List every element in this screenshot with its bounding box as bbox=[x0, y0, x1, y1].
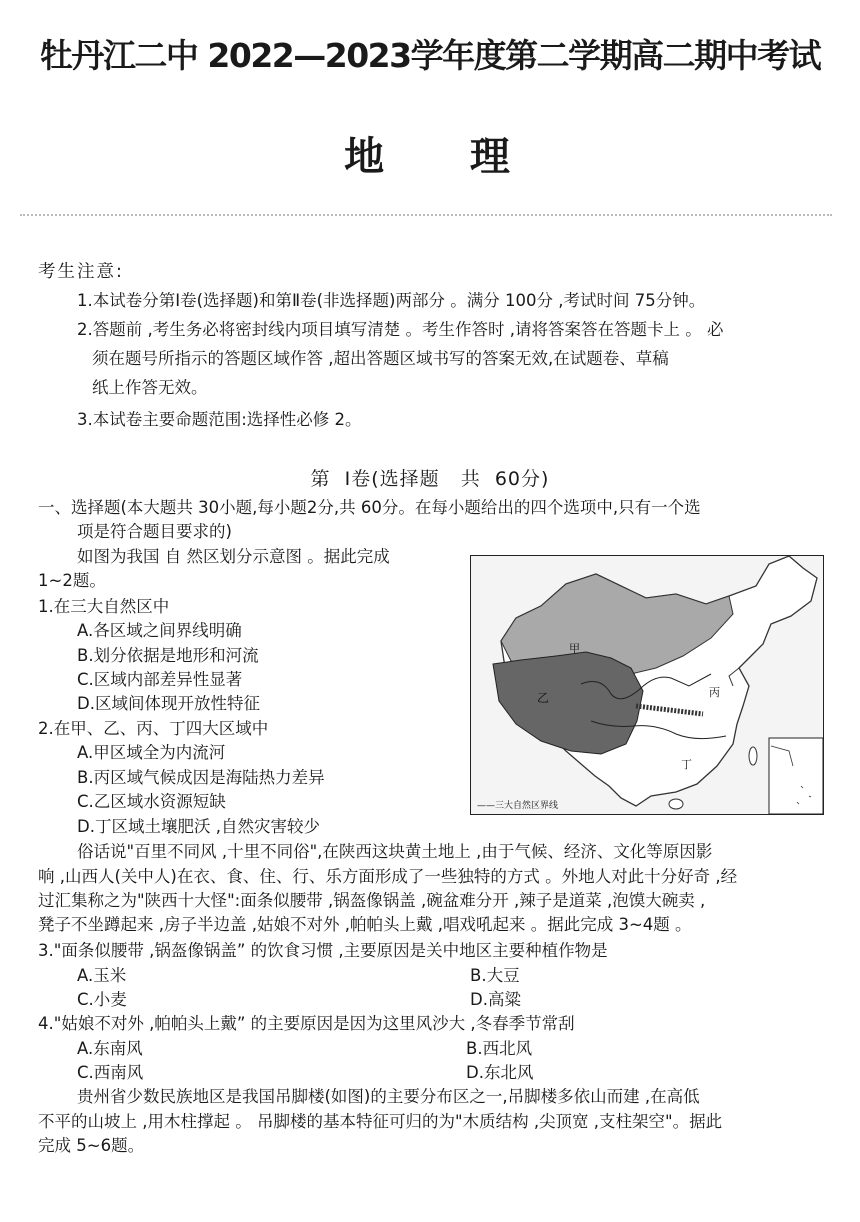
notice-item-2: 2.答题前 ,考生务必将密封线内项目填写清楚 。考生作答时 ,请将答案答在答题卡上 。 必 bbox=[77, 320, 724, 339]
region-yi bbox=[493, 652, 643, 754]
header-divider bbox=[20, 214, 832, 216]
subject-title: 地 理 bbox=[344, 134, 516, 180]
group3-line-2: 不平的山坡上 ,用木柱撑起 。 吊脚楼的基本特征可归的为"木质结构 ,尖顶宽 ,支柱架空"。据此 bbox=[38, 1112, 723, 1131]
q3-stem: 3."面条似腰带 ,锅盔像锅盖” 的饮食习惯 ,主要原因是关中地区主要种植作物是 bbox=[38, 941, 608, 960]
taiwan-island bbox=[749, 747, 757, 765]
q1-option-d: D.区域间体现开放性特征 bbox=[77, 694, 260, 713]
q3-option-d: D.高粱 bbox=[470, 990, 521, 1009]
q4-option-d: D.东北风 bbox=[466, 1063, 534, 1082]
group2-line-3: 过汇集称之为"陕西十大怪":面条似腰带 ,锅盔像锅盖 ,碗盆难分开 ,辣子是道菜 ,泡馍大碗卖 , bbox=[38, 891, 706, 910]
q2-option-a: A.甲区域全为内流河 bbox=[77, 743, 226, 762]
q4-option-c: C.西南风 bbox=[77, 1063, 144, 1082]
notice-item-2-cont: 须在题号所指示的答题区域作答 ,超出答题区域书写的答案无效,在试题卷、草稿 bbox=[92, 349, 669, 368]
south-china-sea-inset bbox=[769, 738, 823, 814]
q4-option-b: B.西北风 bbox=[466, 1039, 533, 1058]
q4-option-a: A.东南风 bbox=[77, 1039, 143, 1058]
label-yi: 乙 bbox=[537, 691, 550, 705]
group3-line-3: 完成 5~6题。 bbox=[38, 1136, 145, 1155]
group3-line-1: 贵州省少数民族地区是我国吊脚楼(如图)的主要分布区之一,吊脚楼多依山而建 ,在高低 bbox=[77, 1087, 700, 1106]
q2-option-d: D.丁区域土壤肥沃 ,自然灾害较少 bbox=[77, 817, 320, 836]
notice-item-2-cont2: 纸上作答无效。 bbox=[92, 378, 208, 397]
section-instruction: 一、选择题(本大题共 30小题,每小题2分,共 60分。在每小题给出的四个选项中,只有一个选 bbox=[38, 498, 701, 517]
group2-line-2: 响 ,山西人(关中人)在衣、食、住、行、乐方面形成了一些独特的方式 。外地人对此十分好奇 ,经 bbox=[38, 867, 738, 886]
label-ding: 丁 bbox=[681, 758, 692, 771]
group2-line-4: 凳子不坐蹲起来 ,房子半边盖 ,姑娘不对外 ,帕帕头上戴 ,唱戏吼起来 。据此完成 3~4题 。 bbox=[38, 915, 692, 934]
notice-heading: 考生注意: bbox=[38, 262, 124, 282]
q1-option-b: B.划分依据是地形和河流 bbox=[77, 646, 259, 665]
notice-item-3: 3.本试卷主要命题范围:选择性必修 2。 bbox=[77, 410, 362, 429]
q3-option-a: A.玉米 bbox=[77, 966, 127, 985]
q4-stem: 4."姑娘不对外 ,帕帕头上戴” 的主要原因是因为这里风沙大 ,冬春季节常刮 bbox=[38, 1014, 575, 1033]
map-svg bbox=[471, 556, 824, 815]
section-instruction-cont: 项是符合题目要求的) bbox=[77, 522, 232, 541]
hainan-island bbox=[669, 799, 683, 809]
notice-item-1: 1.本试卷分第Ⅰ卷(选择题)和第Ⅱ卷(非选择题)两部分 。满分 100分 ,考试时间 75分钟。 bbox=[77, 291, 706, 310]
q2-option-c: C.乙区域水资源短缺 bbox=[77, 792, 226, 811]
map-legend: ——三大自然区界线 bbox=[477, 801, 559, 811]
q1-stem: 1.在三大自然区中 bbox=[38, 597, 170, 616]
q1-option-a: A.各区域之间界线明确 bbox=[77, 621, 242, 640]
q3-option-c: C.小麦 bbox=[77, 990, 127, 1009]
q1-option-c: C.区域内部差异性显著 bbox=[77, 670, 243, 689]
part-one-title: 第 Ⅰ卷(选择题 共 60分) bbox=[310, 468, 550, 490]
exam-title: 牡丹江二中 2022—2023学年度第二学期高二期中考试 bbox=[39, 36, 821, 75]
label-bing: 丙 bbox=[709, 686, 720, 699]
group2-line-1: 俗话说"百里不同风 ,十里不同俗",在陕西这块黄土地上 ,由于气候、经济、文化等原因影 bbox=[77, 842, 713, 861]
natural-regions-map bbox=[470, 555, 824, 815]
q2-option-b: B.丙区域气候成因是海陆热力差异 bbox=[77, 768, 325, 787]
label-jia: 甲 bbox=[569, 642, 580, 655]
group1-intro-cont: 1~2题。 bbox=[38, 571, 106, 590]
q3-option-b: B.大豆 bbox=[470, 966, 520, 985]
group1-intro: 如图为我国 自 然区划分示意图 。据此完成 bbox=[77, 547, 390, 566]
q2-stem: 2.在甲、乙、丙、丁四大区域中 bbox=[38, 719, 269, 738]
